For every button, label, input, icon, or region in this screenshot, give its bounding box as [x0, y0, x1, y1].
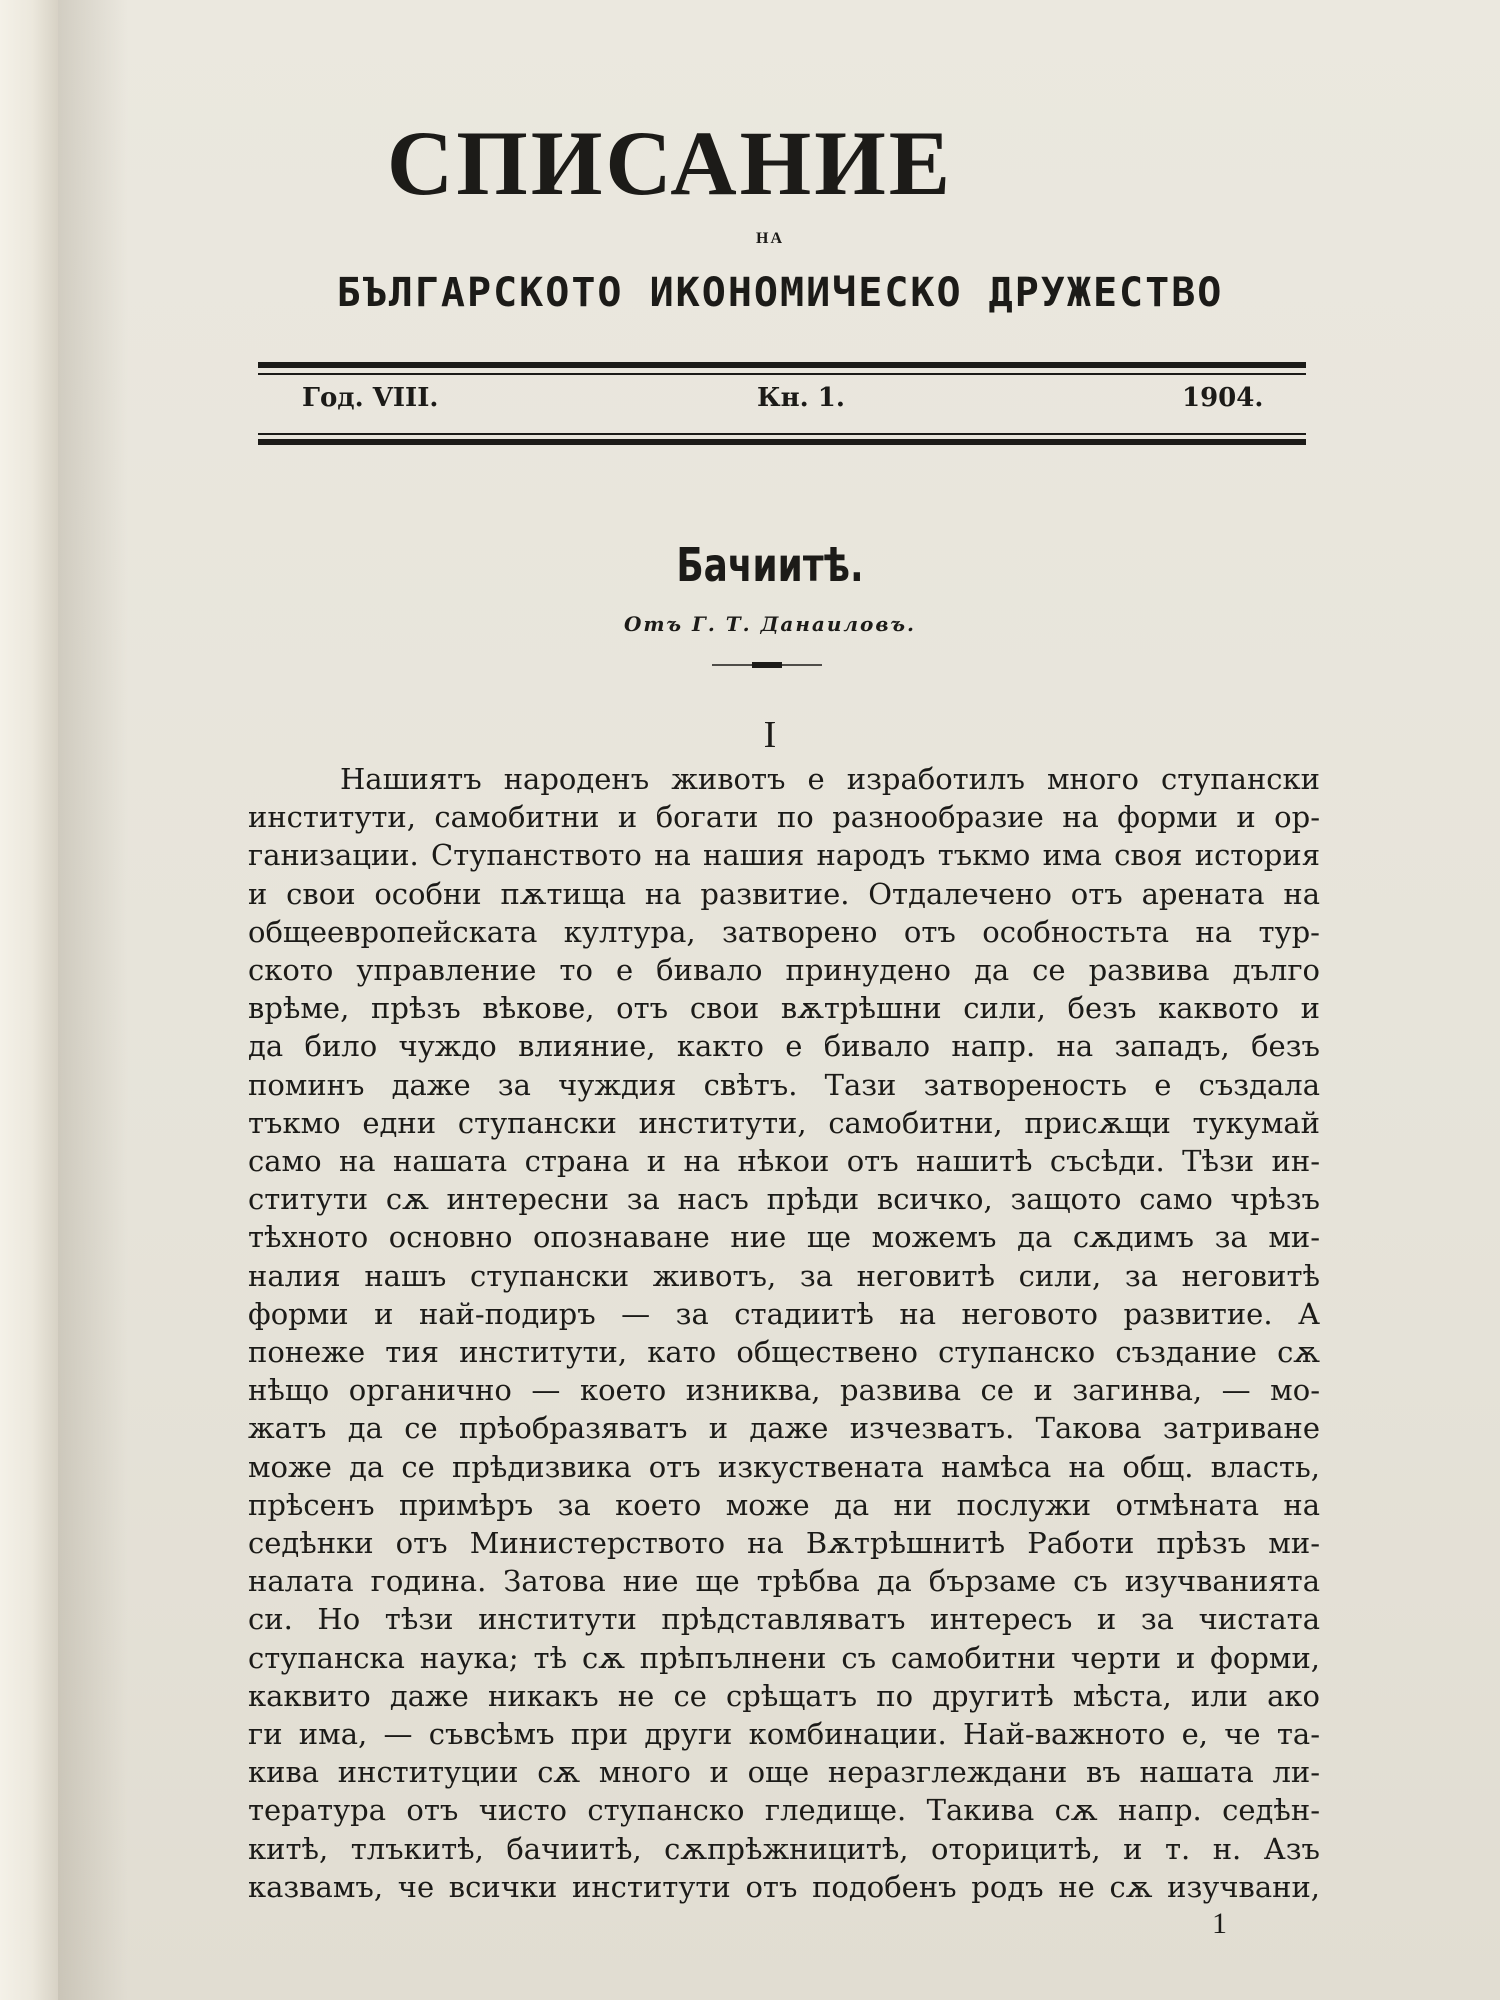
page-number: 1	[1212, 1907, 1227, 1940]
text-line: казвамъ, че всички институти отъ подобенъ родъ не сѫ изучвани,	[248, 1869, 1320, 1904]
text-line: поминъ даже за чуждия свѣтъ. Тази затвореность е създала	[248, 1067, 1320, 1102]
text-line: тература отъ чисто ступанско гледище. Такива сѫ напр. седѣн-	[248, 1793, 1320, 1828]
text-line: налата година. Затова ние ще трѣбва да бързаме съ изучванията	[248, 1564, 1320, 1599]
text-line: китѣ, тлъкитѣ, бачиитѣ, сѫпрѣжницитѣ, оторицитѣ, и т. н. Азъ	[248, 1831, 1320, 1866]
issue-date: 1904.	[1182, 383, 1264, 413]
article-body	[248, 760, 1320, 1906]
text-line: каквито даже никакъ не се срѣщатъ по другитѣ мѣста, или ако	[248, 1678, 1320, 1713]
text-line: и свои особни пѫтища на развитие. Отдалечено отъ арената на	[248, 876, 1320, 911]
article-author: Отъ Г. Т. Данаиловъ.	[623, 612, 917, 636]
text-line: седѣнки отъ Министерството на Вѫтрѣшнитѣ Работи прѣзъ ми-	[248, 1526, 1320, 1561]
text-line: може да се прѣдизвика отъ изкуствената намѣса на общ. власть,	[248, 1449, 1320, 1484]
text-line: кива институции сѫ много и още неразглеждани въ нашата ли-	[248, 1755, 1320, 1790]
text-line: си. Но тѣзи институти прѣдставляватъ интересъ и за чистата	[248, 1602, 1320, 1637]
journal-title-preposition: НА	[756, 230, 784, 247]
article-title: Бачиитѣ.	[676, 538, 864, 592]
section-number: I	[763, 714, 777, 756]
text-line: понеже тия институти, като обществено ступанско създание сѫ	[248, 1335, 1320, 1370]
text-line: нѣщо органично — което изниква, развива се и загинва, — мо-	[248, 1373, 1320, 1408]
text-line: ганизации. Ступанството на нашия народъ тъкмо има своя история	[248, 838, 1320, 873]
text-line: институти, самобитни и богати по разнообразие на форми и ор-	[248, 800, 1320, 835]
text-line: Нашиятъ народенъ животъ е изработилъ много ступански	[340, 762, 1320, 796]
text-line: ското управление то е бивало принудено да се развива дълго	[248, 953, 1320, 988]
header-rule-top-thin	[258, 373, 1306, 375]
text-line: жатъ да се прѣобразяватъ и даже изчезватъ. Такова затриване	[248, 1411, 1320, 1446]
text-line: ститути сѫ интересни за насъ прѣди всичко, защото само чрѣзъ	[248, 1182, 1320, 1217]
text-line: врѣме, прѣзъ вѣкове, отъ свои вѫтрѣшни сили, безъ каквото и	[248, 991, 1320, 1026]
text-line: да било чуждо влияние, както е бивало напр. на западъ, безъ	[248, 1029, 1320, 1064]
text-line: прѣсенъ примѣръ за което може да ни послужи отмѣната на	[248, 1487, 1320, 1522]
issue-year: Год. VIII.	[302, 383, 439, 413]
text-line: налия нашъ ступански животъ, за неговитѣ сили, за неговитѣ	[248, 1258, 1320, 1293]
header-rule-bottom-thin	[258, 433, 1306, 435]
text-line: тѣхното основно опознаване ние ще можемъ да сѫдимъ за ми-	[248, 1220, 1320, 1255]
book-gutter	[0, 0, 58, 2000]
header-rule-bottom-thick	[258, 439, 1306, 445]
ornament-divider	[712, 660, 822, 670]
text-line: само на нашата страна и на нѣкои отъ нашитѣ съсѣди. Тѣзи ин-	[248, 1144, 1320, 1179]
page-fold-shadow	[58, 0, 128, 2000]
text-line: ступанска наука; тѣ сѫ прѣпълнени съ самобитни черти и форми,	[248, 1640, 1320, 1675]
header-rule-top-thick	[258, 362, 1306, 368]
text-line: ги има, — съвсѣмъ при други комбинации. Най-важното е, че та-	[248, 1717, 1320, 1752]
journal-title: СПИСАНИЕ	[386, 112, 954, 214]
text-line: общеевропейската култура, затворено отъ особностьта на тур-	[248, 914, 1320, 949]
issue-book: Кн. 1.	[757, 383, 845, 413]
text-line: форми и най-подиръ — за стадиитѣ на неговото развитие. А	[248, 1296, 1320, 1331]
text-line: тъкмо едни ступански институти, самобитни, присѫщи тукумай	[248, 1105, 1320, 1140]
society-name: БЪЛГАРСКОТО ИКОНОМИЧЕСКО ДРУЖЕСТВО	[336, 270, 1224, 316]
